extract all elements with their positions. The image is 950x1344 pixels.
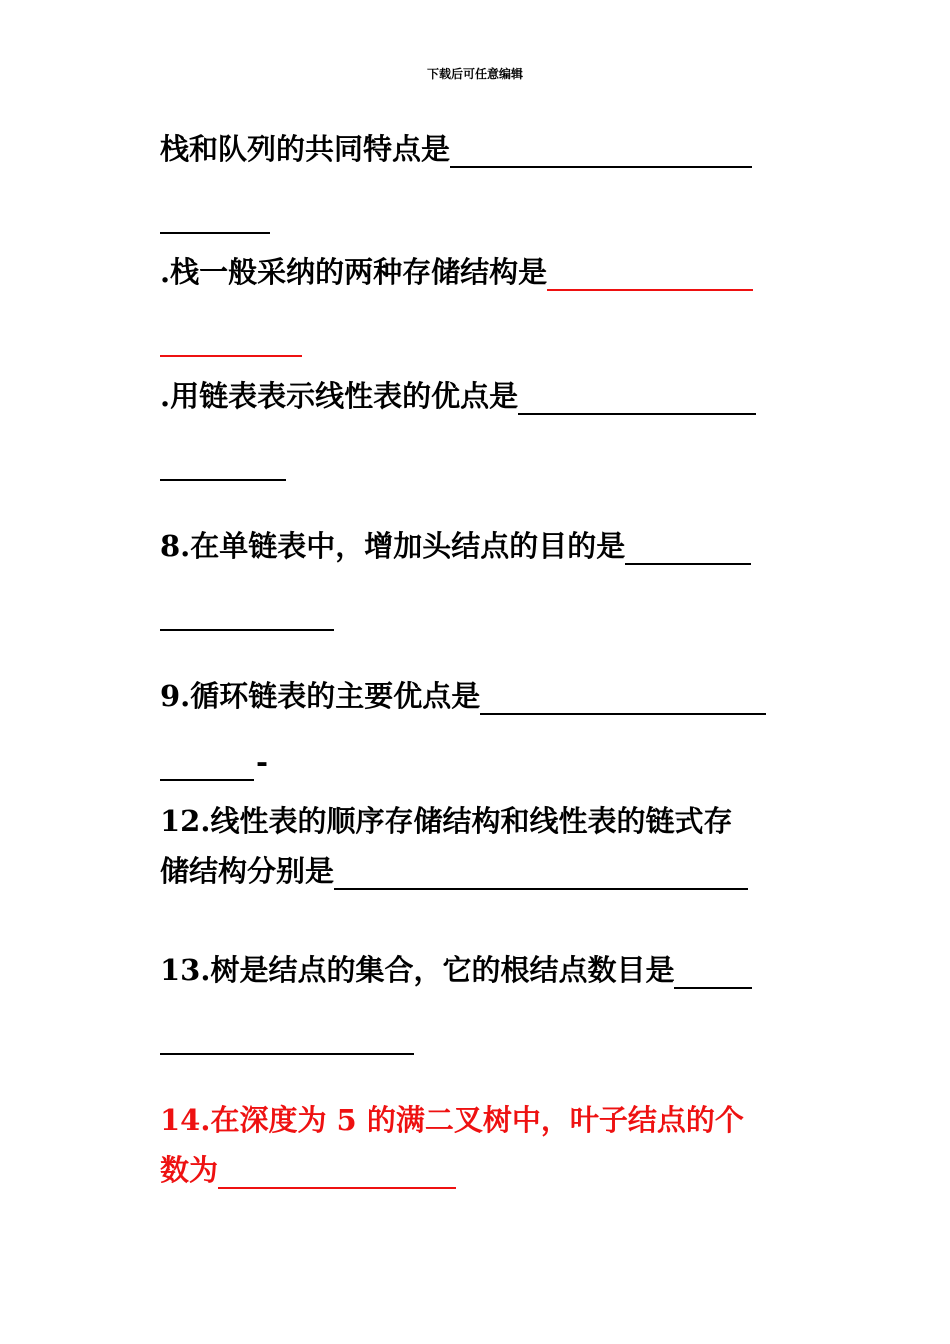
question-12-blank[interactable]: [334, 846, 748, 890]
question-2-line-2: [160, 313, 800, 363]
question-13-text: 13.树是结点的集合，它的根结点数目是: [160, 953, 675, 987]
question-9-line-1: [160, 671, 800, 721]
question-1-line-1: [160, 124, 800, 174]
question-4-text: 8.在单链表中，增加头结点的目的是: [160, 529, 626, 563]
question-14-line-2: [160, 1145, 800, 1195]
question-12-line-1: [160, 796, 800, 846]
question-4-line-1: [160, 521, 800, 571]
question-13-line-2: [160, 1011, 800, 1061]
question-3-blank[interactable]: [518, 371, 756, 415]
question-2: [160, 247, 800, 363]
question-2-blank-continued[interactable]: [160, 313, 302, 357]
question-4-blank-continued[interactable]: [160, 587, 334, 631]
question-14-text-line-1: 14.在深度为 5 的满二叉树中，叶子结点的个: [160, 1103, 744, 1137]
question-3-line-1: [160, 371, 800, 421]
question-1-blank[interactable]: [450, 124, 752, 168]
question-14-blank[interactable]: [218, 1145, 456, 1189]
question-12-text-line-1: 12.线性表的顺序存储结构和线性表的链式存: [160, 804, 733, 838]
question-9: [160, 671, 800, 787]
question-13-blank[interactable]: [674, 945, 752, 989]
question-13-line-1: [160, 945, 800, 995]
question-3-text: .用链表表示线性表的优点是: [160, 379, 519, 413]
question-9-blank-continued[interactable]: [160, 737, 254, 781]
question-9-line-2: [160, 737, 800, 787]
question-9-text: 9.循环链表的主要优点是: [160, 679, 481, 713]
question-14: [160, 1095, 800, 1195]
question-1-blank-continued[interactable]: [160, 190, 270, 234]
question-9-blank[interactable]: [480, 671, 766, 715]
question-1: [160, 124, 800, 240]
question-9-trailing-dash: -: [256, 745, 269, 779]
question-4-line-2: [160, 587, 800, 637]
question-1-line-2: [160, 190, 800, 240]
question-3-blank-continued[interactable]: [160, 437, 286, 481]
question-4: [160, 521, 800, 637]
question-13: [160, 945, 800, 1061]
question-3: [160, 371, 800, 487]
question-14-text-line-2: 数为: [160, 1153, 219, 1187]
question-13-blank-continued[interactable]: [160, 1011, 414, 1055]
page-header: 下载后可任意编辑: [426, 67, 523, 81]
question-3-line-2: [160, 437, 800, 487]
question-12-line-2: [160, 846, 800, 896]
question-2-blank[interactable]: [547, 247, 753, 291]
question-14-line-1: [160, 1095, 800, 1145]
question-12: [160, 796, 800, 896]
question-12-text-line-2: 储结构分别是: [160, 854, 335, 888]
question-1-text: 栈和队列的共同特点是: [160, 132, 451, 166]
question-2-line-1: [160, 247, 800, 297]
question-2-text: .栈一般采纳的两种存储结构是: [160, 255, 548, 289]
question-4-blank[interactable]: [625, 521, 751, 565]
